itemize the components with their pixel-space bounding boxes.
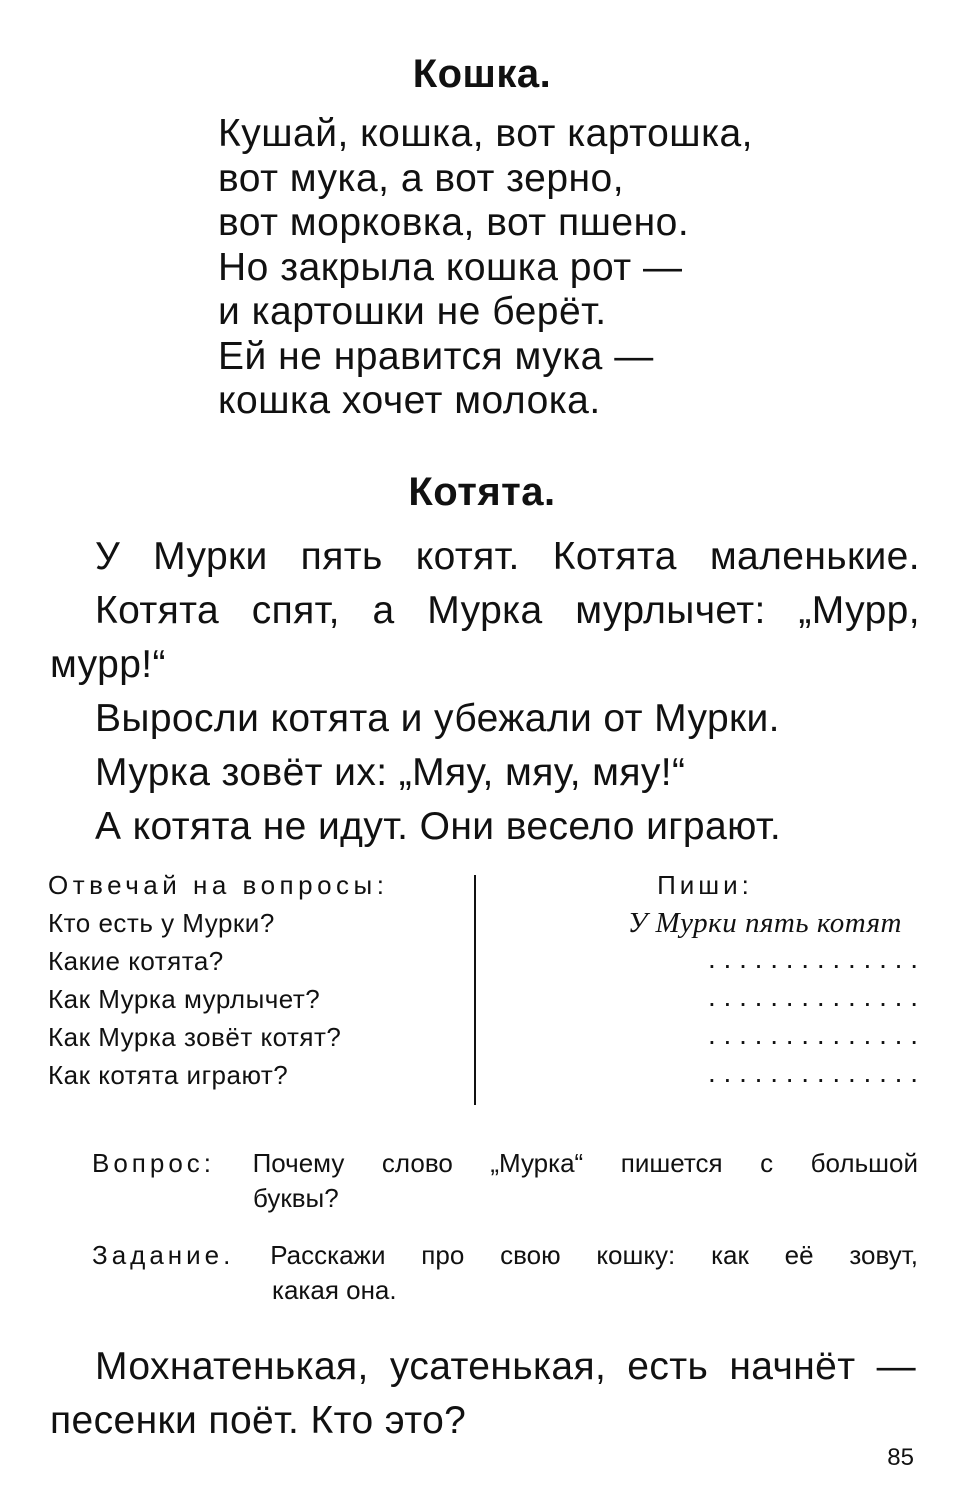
column-divider <box>474 875 476 1105</box>
poem-line: Ей не нравится мука — <box>218 334 654 378</box>
poem-line: вот морковка, вот пшено. <box>218 201 690 244</box>
story <box>50 530 920 854</box>
question-note-line1 <box>92 1146 918 1181</box>
answer-dotted-line: . . . . . . . . . . . . . . <box>707 943 918 974</box>
story-paragraph: Выросли котята и убежали от Мурки. <box>95 697 780 740</box>
answer-dotted-line: . . . . . . . . . . . . . . <box>707 1057 918 1088</box>
question-text: Почему слово „Мурка“ пишется с большой <box>252 1148 918 1178</box>
task-note-line1 <box>92 1238 918 1273</box>
page-number: 85 <box>887 1444 914 1471</box>
answer-dotted-line: . . . . . . . . . . . . . . <box>707 981 918 1012</box>
poem-line: кошка хочет молока. <box>218 379 601 422</box>
story-title: Котята. <box>408 470 556 514</box>
question-label: Вопрос: <box>92 1148 216 1178</box>
poem-title: Кошка. <box>412 52 552 96</box>
task-text-continued: какая она. <box>272 1275 397 1305</box>
poem-line: Но закрыла кошка рот — <box>218 245 683 289</box>
story-paragraph: А котята не идут. Они весело играют. <box>95 805 782 848</box>
write-column <box>490 866 920 1094</box>
write-header: Пиши: <box>657 870 753 900</box>
task-note <box>92 1238 918 1308</box>
poem-line: Кушай, кошка, вот картошка, <box>218 112 754 155</box>
riddle-line: песенки поёт. Кто это? <box>50 1399 467 1442</box>
questions-column <box>48 866 458 1094</box>
write-example: У Мурки пять котят <box>627 907 902 939</box>
story-paragraph: Мурка зовёт их: „Мяу, мяу, мяу!“ <box>95 751 686 794</box>
question-note <box>92 1146 918 1216</box>
question-item: Как Мурка мурлычет? <box>48 984 321 1014</box>
poem-line: и картошки не берёт. <box>218 290 607 333</box>
task-label: Задание. <box>92 1240 235 1270</box>
question-item: Как котята играют? <box>48 1060 289 1090</box>
question-item: Как Мурка зовёт котят? <box>48 1022 342 1052</box>
answer-dotted-line: . . . . . . . . . . . . . . <box>707 1019 918 1050</box>
task-text: Расскажи про свою кошку: как её зовут, <box>270 1240 918 1270</box>
riddle-line: Мохнатенькая, усатенькая, есть начнёт — <box>95 1345 916 1388</box>
questions-header: Отвечай на вопросы: <box>48 870 389 900</box>
story-paragraph: Котята спят, а Мурка мурлычет: „Мурр, мурр!“ <box>50 589 920 686</box>
poem <box>218 112 753 424</box>
story-paragraph: У Мурки пять котят. Котята маленькие. <box>95 535 920 578</box>
question-item: Кто есть у Мурки? <box>48 908 275 938</box>
question-text-continued: буквы? <box>253 1183 339 1213</box>
riddle <box>50 1340 916 1448</box>
poem-line: вот мука, а вот зерно, <box>218 156 625 200</box>
question-item: Какие котята? <box>48 946 224 976</box>
